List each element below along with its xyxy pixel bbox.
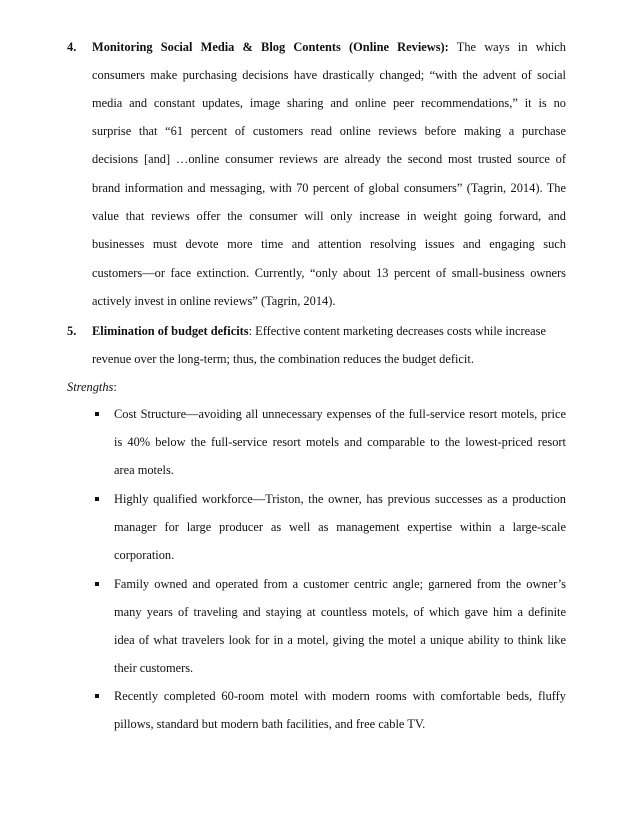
strength-line: area motels.: [114, 463, 174, 477]
strength-line: idea of what travelers look for in a motel, giving the motel a unique ability to think like: [114, 633, 566, 647]
bullet-square-icon: [95, 412, 99, 416]
strength-line: Cost Structure—avoiding all unnecessary expenses of the full-service resort motels, price: [114, 407, 566, 421]
item-4-line: actively invest in online reviews” (Tagrin, 2014).: [92, 294, 336, 308]
item-5-first-line: [92, 324, 546, 338]
strengths-heading: Strengths:: [67, 380, 117, 394]
strengths-heading-text: Strengths: [67, 380, 114, 394]
item-5-number: 5.: [67, 324, 77, 338]
strength-line: many years of traveling and staying at countless motels, of which gave him a definite: [114, 605, 566, 619]
item-5-heading: Elimination of budget deficits: [92, 324, 249, 338]
item-4-line: brand information and messaging, with 70 percent of global consumers” (Tagrin, 2014). The: [92, 181, 566, 195]
item-5-line: : Effective content marketing decreases costs while increase: [248, 324, 546, 338]
item-4-line: media and constant updates, image sharing and online peer recommendations,” it is no: [92, 96, 566, 110]
strength-line: Family owned and operated from a customer centric angle; garnered from the owner’s: [114, 577, 566, 591]
item-4-heading: Monitoring Social Media & Blog Contents (Online Reviews):: [92, 40, 449, 54]
item-4-line: The ways in which: [456, 40, 566, 54]
strength-line: pillows, standard but modern bath facilities, and free cable TV.: [114, 717, 426, 731]
bullet-square-icon: [95, 694, 99, 698]
item-4-line: surprise that “61 percent of customers read online reviews before making a purchase: [92, 124, 566, 138]
item-4-line: customers—or face extinction. Currently, “only about 13 percent of small-business owners: [92, 266, 566, 280]
item-5-line: revenue over the long-term; thus, the combination reduces the budget deficit.: [92, 352, 474, 366]
strength-line: is 40% below the full-service resort motels and comparable to the lowest-priced resort: [114, 435, 566, 449]
item-4-line: consumers make purchasing decisions have drastically changed; “with the advent of social: [92, 68, 566, 82]
bullet-square-icon: [95, 497, 99, 501]
strength-line: manager for large producer as well as management expertise within a large-scale: [114, 520, 566, 534]
item-4-first-line: [92, 40, 566, 54]
strength-line: Recently completed 60-room motel with modern rooms with comfortable beds, fluffy: [114, 689, 566, 703]
item-4-line: value that reviews offer the consumer will only increase in weight going forward, and: [92, 209, 566, 223]
strength-line: corporation.: [114, 548, 175, 562]
strength-line: their customers.: [114, 661, 194, 675]
item-4-line: businesses must devote more time and attention resolving issues and engaging such: [92, 237, 566, 251]
item-4-line: decisions [and] …online consumer reviews are already the second most trusted source of: [92, 152, 566, 166]
bullet-square-icon: [95, 582, 99, 586]
item-4-number: 4.: [67, 40, 77, 54]
strength-line: Highly qualified workforce—Triston, the owner, has previous successes as a production: [114, 492, 566, 506]
